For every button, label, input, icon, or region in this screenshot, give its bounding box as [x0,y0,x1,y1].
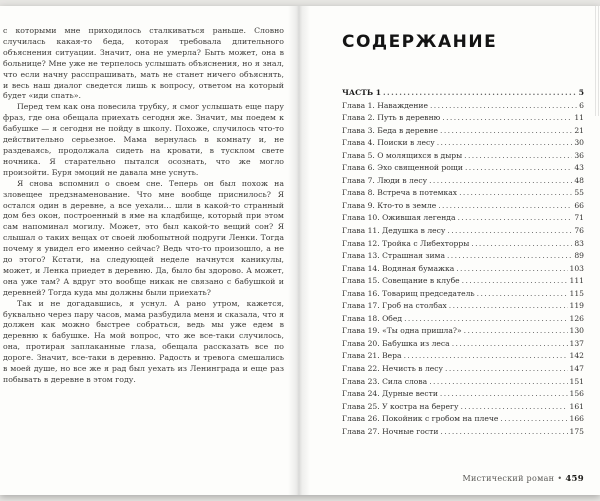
toc-entry-page: 43 [574,163,584,173]
paragraph: Я снова вспомнил о своем сне. Теперь он был похож на зловещее предзнаменование. Что мне вообще приснилось? Я остался один в деревне, а все уехали… шли в какой-то странный дом без окон, построенный в яме на кладбище, который при этом сам напоминал могилу. Может, это был какой-то вещий сон? Я слышал о таких вещах от своей любопытной подруги Ленки. Тогда почему я увидел его именно сейчас? Ведь что-то произошло, а не до этого? Кстати, на следующей неделе начнутся каникулы, может, и Ленка приедет в деревню. Да, было бы здорово. А может, она уже там? А вдруг это вообще никак не связано с бабушкой и деревней? Тогда куда мы должны были приехать? [3,178,284,297]
toc-entry-page: 147 [569,364,584,374]
toc-entry-label: Глава 21. Вера [342,351,402,361]
toc-row [342,101,584,114]
toc-dot-leader [445,364,567,373]
toc-row [342,264,584,277]
toc-entry-label: Глава 25. У костра на берегу [342,401,459,411]
toc-dot-leader [464,151,572,160]
toc-entry-page: 175 [569,426,584,436]
toc-entry-page: 21 [574,125,584,135]
toc-dot-leader [447,226,572,235]
toc-dot-leader [452,339,568,348]
toc-entry-label: Глава 8. Встреча в потемках [342,188,458,198]
toc-entry-label: Глава 6. Эхо священной рощи [342,163,463,173]
toc-row [342,239,584,252]
toc-dot-leader [447,251,572,260]
toc-entry-label: Глава 19. «Ты одна пришла?» [342,326,462,336]
toc-entry-label: Глава 3. Беда в деревне [342,125,438,135]
toc-entry-page: 166 [569,414,584,424]
toc-row [342,339,584,352]
toc-row [342,326,584,339]
toc-entry-label: Глава 23. Сила слова [342,376,428,386]
toc-row [342,226,584,239]
toc-dot-leader [500,414,567,423]
toc-dot-leader [429,176,572,185]
toc-entry-page: 6 [579,100,584,110]
toc-entry-label: Глава 27. Ночные гости [342,426,439,436]
toc-row [342,364,584,377]
toc-entry-label: Глава 12. Тройка с Либехторры [342,238,470,248]
toc-row [342,201,584,214]
toc-row [342,188,584,201]
toc-row [342,314,584,327]
toc-entry-page: 156 [569,389,584,399]
paragraph: Так и не догадавшись, я уснул. А рано утром, кажется, буквально через пару часов, мама разбудила меня и сказала, что я должен как можно быстрее собраться, ведь мы уже едем в деревню к бабушке. На мой вопрос, что же все-таки случилось, она, протирая заплаканные глаза, обещала рассказать все по дороге. Значит, все-таки в деревню. Радость и тревога смешались в моей душе, но все же я рад был уехать из Ленинграда и еще раз побывать в деревне в этом году. [3,298,284,384]
toc-row [342,176,584,189]
toc-entry-label: Глава 1. Наваждение [342,100,428,110]
toc-row [342,126,584,139]
toc-list [342,88,584,439]
toc-row [342,289,584,302]
toc-entry-label: Глава 5. О молящихся в дыры [342,150,463,160]
paragraph: с которыми мне приходилось сталкиваться раньше. Словно случилась какая-то беда, которая требовала длительного объяснения ситуации. Значит, она не умерла? Быть может, она в больнице? Мне уже не терпелось услышать объяснения, но я знал, что если начну расспрашивать, мать не станет ничего объяснять, и весь наш диалог сведется лишь к вопросу, ответом на который будет «иди спать». [3,26,284,101]
toc-dot-leader [459,188,572,197]
toc-entry-page: 11 [574,113,584,123]
toc-row [342,414,584,427]
toc-row [342,138,584,151]
toc-entry-page: 76 [574,226,584,236]
toc-row [342,377,584,390]
toc-entry-label: ЧАСТЬ 1 [342,88,382,97]
right-page [300,6,600,495]
toc-row [342,213,584,226]
toc-entry-page: 142 [569,351,584,361]
toc-entry-label: Глава 17. Гроб на столбах [342,301,447,311]
toc-row [342,276,584,289]
toc-entry-label: Глава 14. Водяная бумажка [342,263,455,273]
toc-entry-page: 66 [574,200,584,210]
toc-row [342,351,584,364]
toc-dot-leader [437,138,573,147]
toc-row [342,113,584,126]
toc-dot-leader [462,276,568,285]
toc-entry-page: 5 [578,88,584,97]
toc-dot-leader [442,113,572,122]
toc-row [342,402,584,415]
toc-row [342,301,584,314]
toc-row [342,427,584,440]
toc-entry-page: 36 [574,150,584,160]
toc-dot-leader [438,201,572,210]
toc-dot-leader [383,88,577,97]
toc-entry-page: 55 [574,188,584,198]
toc-dot-leader [440,427,567,436]
toc-entry-page: 130 [569,326,584,336]
toc-entry-label: Глава 9. Кто-то в земле [342,200,437,210]
toc-entry-page: 83 [574,238,584,248]
footer-page-number: 459 [565,474,584,484]
toc-entry-label: Глава 18. Обед [342,313,403,323]
toc-entry-page: 151 [569,376,584,386]
page-footer [462,474,584,484]
toc-entry-page: 161 [569,401,584,411]
toc-dot-leader [430,101,577,110]
book-spread [0,6,600,495]
toc-entry-label: Глава 26. Покойник с гробом на плече [342,414,499,424]
toc-dot-leader [440,126,572,135]
toc-entry-page: 111 [569,276,584,286]
toc-dot-leader [460,402,567,411]
footer-genre-label: Мистический роман [462,474,555,483]
toc-entry-label: Глава 4. Поиски в лесу [342,138,435,148]
toc-entry-label: Глава 15. Совещание в клубе [342,276,460,286]
toc-dot-leader [440,389,568,398]
toc-entry-label: Глава 13. Страшная зима [342,251,445,261]
toc-entry-label: Глава 16. Товарищ председатель [342,288,475,298]
toc-dot-leader [449,301,568,310]
toc-entry-page: 30 [574,138,584,148]
toc-dot-leader [457,213,572,222]
toc-entry-label: Глава 10. Ожившая легенда [342,213,456,223]
toc-entry-label: Глава 20. Бабушка из леса [342,338,450,348]
toc-dot-leader [471,239,572,248]
toc-dot-leader [404,351,568,360]
toc-row [342,389,584,402]
toc-entry-page: 119 [569,301,584,311]
toc-dot-leader [456,264,567,273]
toc-entry-label: Глава 7. Люди в лесу [342,175,428,185]
toc-entry-page: 126 [569,313,584,323]
footer-bullet: • [557,474,563,483]
left-page [0,6,290,495]
toc-row [342,151,584,164]
toc-entry-label: Глава 11. Дедушка в лесу [342,226,446,236]
toc-dot-leader [464,326,568,335]
toc-dot-leader [477,289,568,298]
toc-entry-page: 103 [569,263,584,273]
toc-title: СОДЕРЖАНИЕ [342,32,498,52]
paragraph: Перед тем как она повесила трубку, я смог услышать еще пару фраз, где она обещала приехать сегодня же. Значит, мы поедем к бабушке — я сегодня не пойду в школу. Похоже, случилось что-то действительно серьезное. Мама вернулась в комнату и, не раздеваясь, продолжала сидеть на кровати, в тусклом свете ночника. Я старательно пытался осознать, что же могло произойти. Буря эмоций не давала мне уснуть. [3,102,284,177]
toc-entry-label: Глава 24. Дурные вести [342,389,438,399]
toc-entry-page: 48 [574,175,584,185]
toc-entry-page: 137 [569,338,584,348]
toc-entry-page: 89 [574,251,584,261]
toc-dot-leader [465,163,572,172]
left-page-text [3,26,284,386]
toc-dot-leader [404,314,567,323]
toc-row [342,163,584,176]
toc-row [342,88,584,101]
toc-entry-page: 71 [574,213,584,223]
toc-entry-label: Глава 22. Нечисть в лесу [342,364,444,374]
toc-row [342,251,584,264]
toc-entry-label: Глава 2. Путь в деревню [342,113,441,123]
toc-dot-leader [429,377,567,386]
toc-entry-page: 115 [569,288,584,298]
